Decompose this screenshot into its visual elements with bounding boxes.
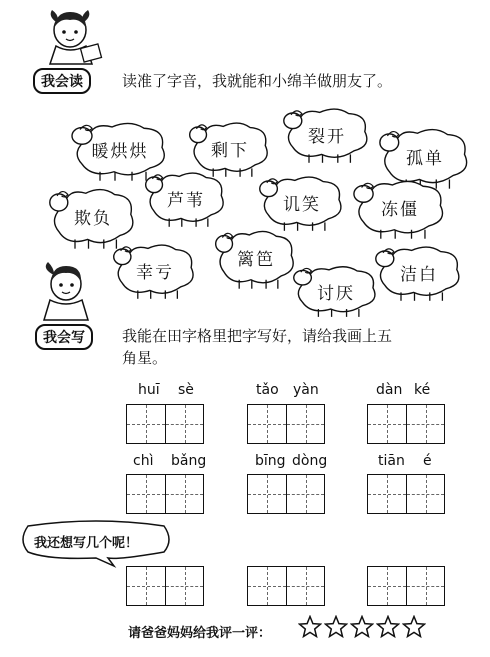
sheep-card <box>214 226 298 290</box>
write-section-badge: 我会写 <box>35 324 93 350</box>
star-icon[interactable] <box>402 615 426 639</box>
sheep-word: 篱笆 <box>237 250 275 271</box>
writing-grid-6[interactable] <box>367 474 445 514</box>
sheep-word: 幸亏 <box>136 263 174 283</box>
star-icon[interactable] <box>350 615 374 639</box>
pinyin-3a: dàn <box>376 382 403 398</box>
sheep-word: 冻僵 <box>381 200 419 221</box>
write-instruction-line1: 我能在田字格里把字写好，请给我画上五 <box>122 327 393 345</box>
sheep-card <box>292 262 380 318</box>
girl-reading-illustration <box>40 8 106 70</box>
star-icon[interactable] <box>298 615 322 639</box>
sheep-card <box>144 168 228 228</box>
pinyin-2b: yàn <box>293 382 319 398</box>
pinyin-1b: sè <box>178 382 194 398</box>
writing-grid-3[interactable] <box>367 404 445 444</box>
speech-bubble-text: 我还想写几个呢！ <box>34 536 139 551</box>
pinyin-6a: tiān <box>378 453 405 469</box>
pinyin-5b: dòng <box>292 453 328 469</box>
sheep-card <box>352 176 448 240</box>
sheep-word: 裂开 <box>308 127 346 147</box>
pinyin-6b: é <box>423 453 432 469</box>
sheep-word: 剩下 <box>211 141 249 161</box>
sheep-card <box>112 240 198 300</box>
sheep-word: 讨厌 <box>317 283 355 304</box>
writing-grid-8[interactable] <box>247 566 325 606</box>
sheep-card <box>258 172 346 232</box>
pinyin-5a: bīng <box>255 453 286 469</box>
pinyin-2a: tǎo <box>256 382 279 398</box>
sheep-word: 欺负 <box>74 208 112 229</box>
star-icon[interactable] <box>376 615 400 639</box>
sheep-card <box>374 242 464 302</box>
writing-grid-1[interactable] <box>126 404 204 444</box>
pinyin-1a: huī <box>138 382 160 398</box>
write-instruction-line2: 角星。 <box>122 349 168 367</box>
star-rating <box>298 615 426 639</box>
pinyin-4b: bǎng <box>171 453 207 469</box>
pinyin-4a: chì <box>133 453 154 469</box>
sheep-word: 孤单 <box>406 148 444 169</box>
sheep-word: 讥笑 <box>283 195 321 215</box>
star-icon[interactable] <box>324 615 348 639</box>
sheep-word: 洁白 <box>400 265 438 285</box>
writing-grid-7[interactable] <box>126 566 204 606</box>
read-section-badge: 我会读 <box>33 68 91 94</box>
sheep-word: 暖烘烘 <box>91 142 149 163</box>
girl-writing-illustration <box>38 262 100 326</box>
writing-grid-9[interactable] <box>367 566 445 606</box>
sheep-word: 芦苇 <box>167 191 205 211</box>
writing-grid-5[interactable] <box>247 474 325 514</box>
writing-grid-4[interactable] <box>126 474 204 514</box>
pinyin-3b: ké <box>414 382 431 398</box>
writing-grid-2[interactable] <box>247 404 325 444</box>
parent-rating-prompt: 请爸爸妈妈给我评一评： <box>128 626 272 641</box>
sheep-card <box>282 104 372 164</box>
read-instruction: 读准了字音，我就能和小绵羊做朋友了。 <box>122 72 393 90</box>
